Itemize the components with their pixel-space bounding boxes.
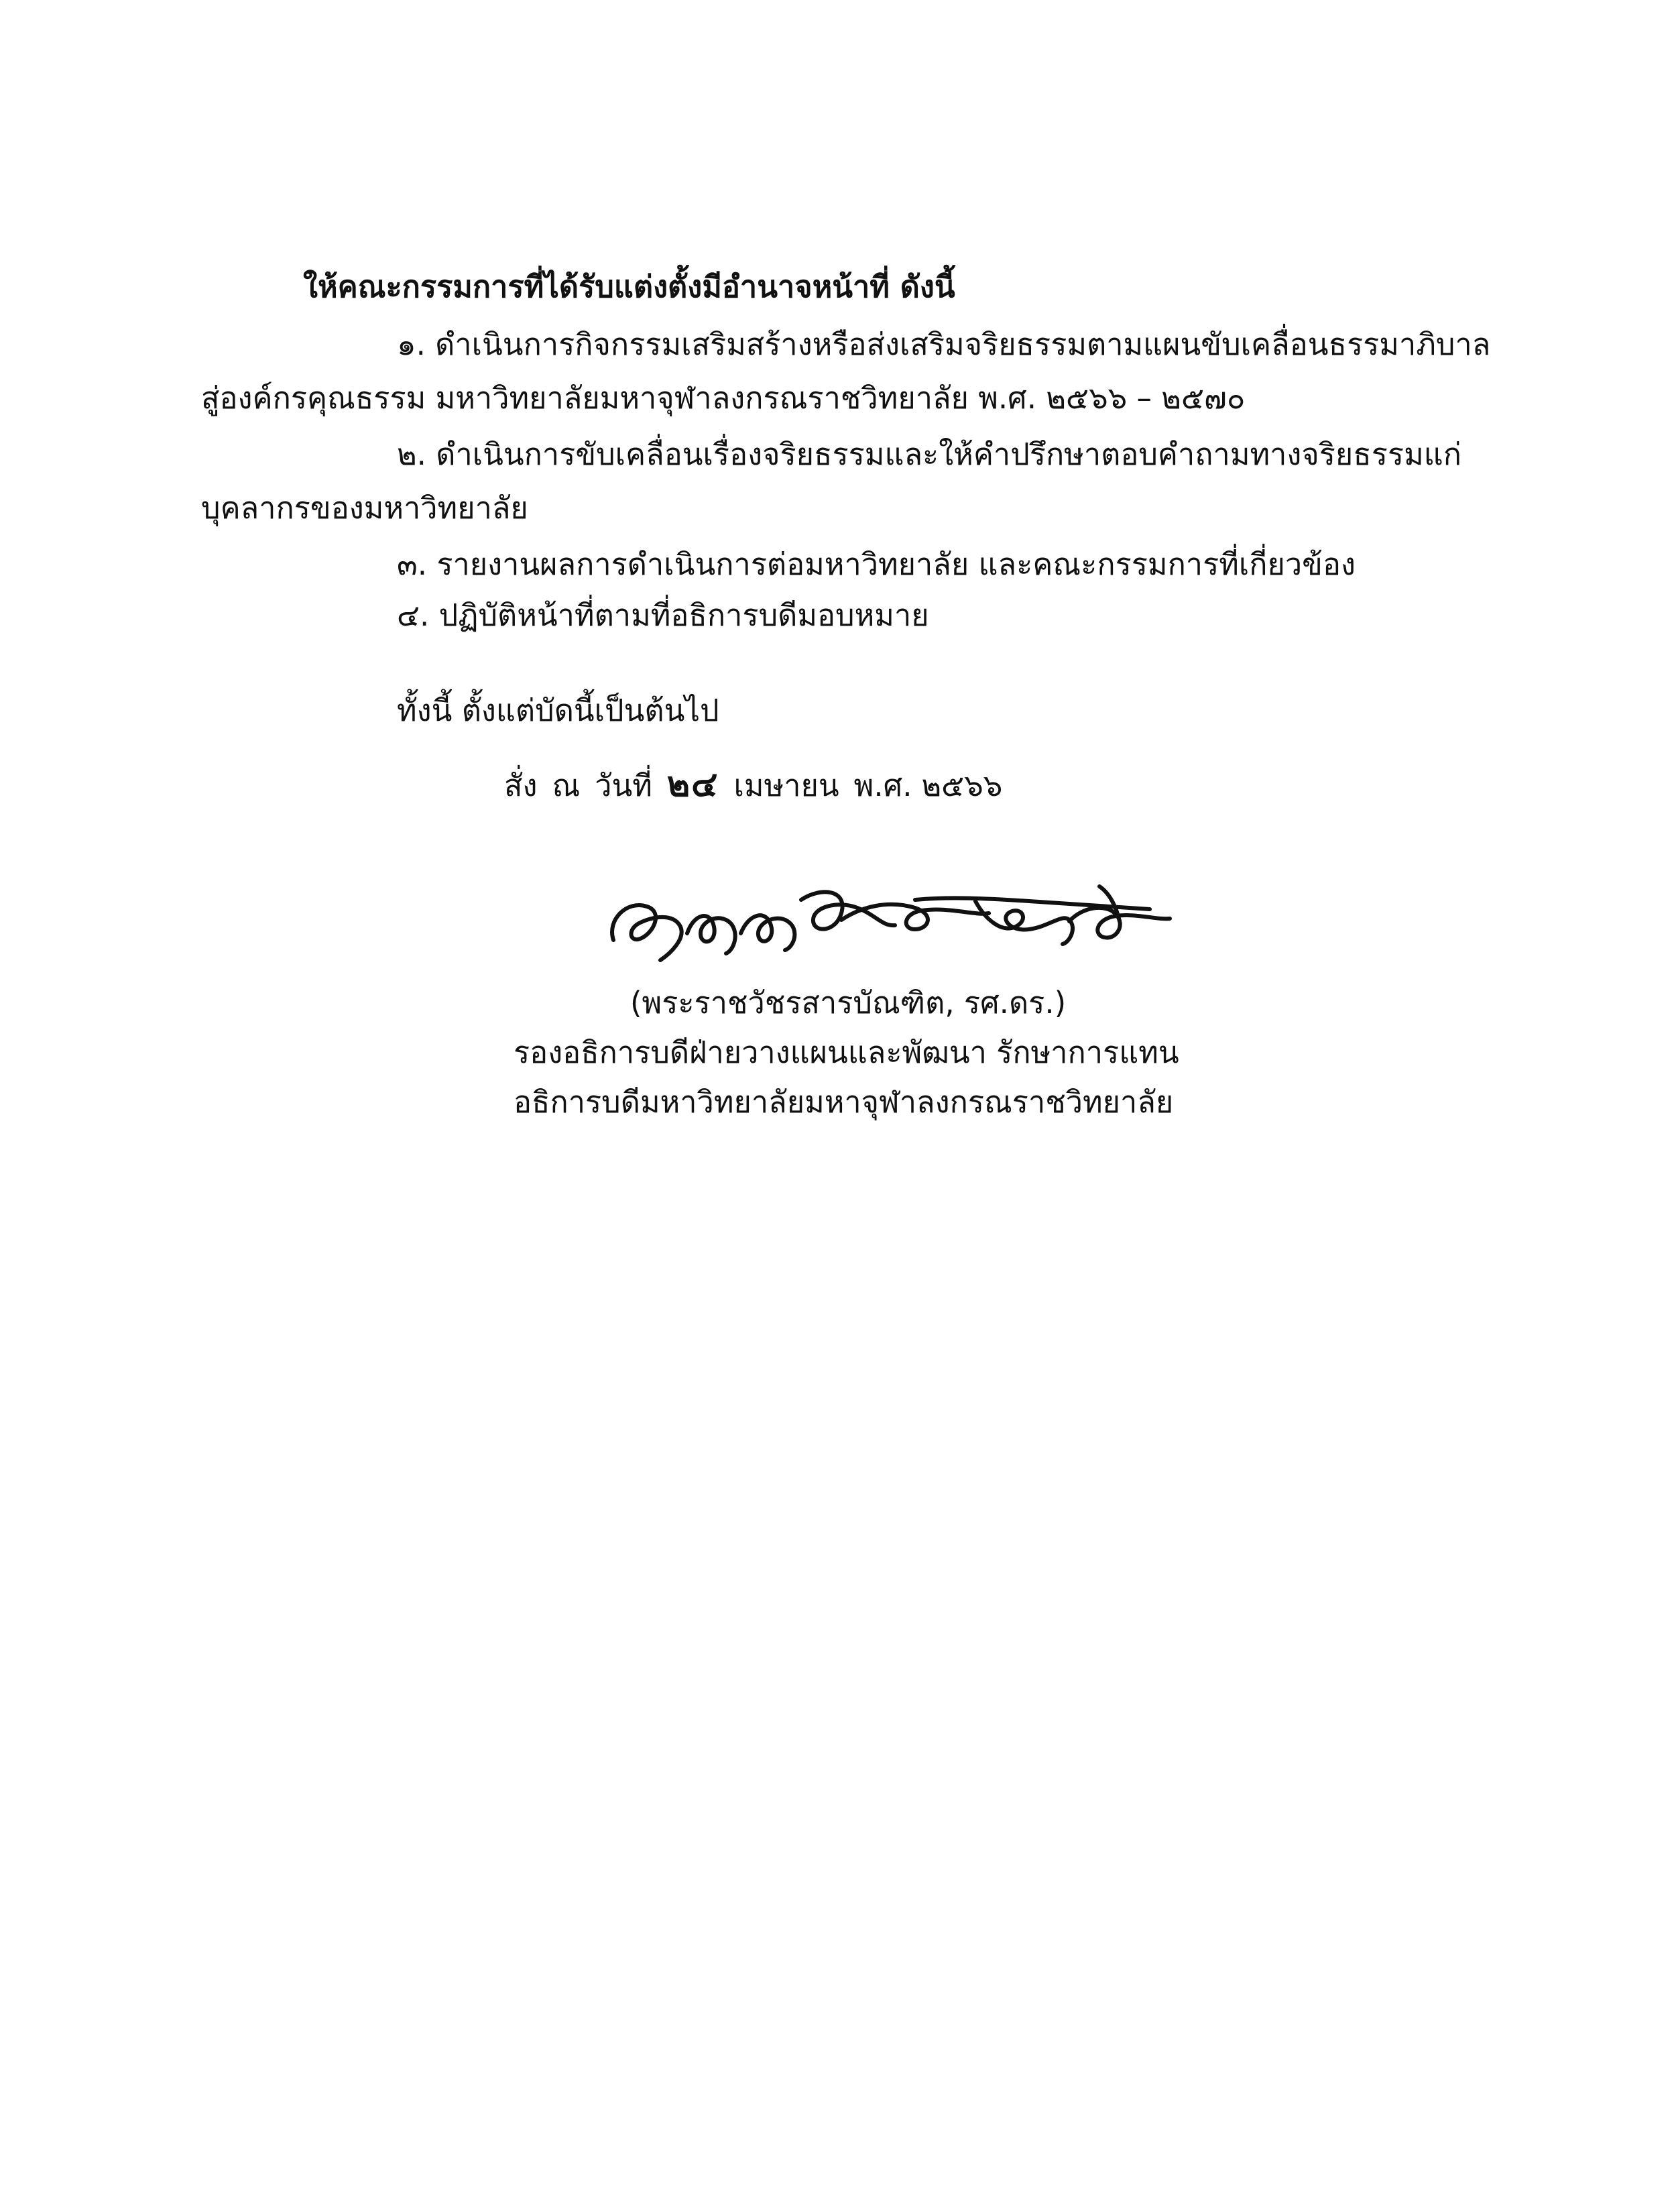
order-year-label: พ.ศ.	[853, 768, 912, 803]
signatory-name: (พระราชวัชรสารบัณฑิต, รศ.ดร.)	[630, 985, 1067, 1021]
duty-item-1-continuation: สู่องค์กรคุณธรรม มหาวิทยาลัยมหาจุฬาลงกรณราชวิทยาลัย พ.ศ. ๒๕๖๖ – ๒๕๗๐	[201, 380, 1246, 416]
order-at: ณ	[552, 768, 581, 803]
duty-item-1: ๑. ดำเนินการกิจกรรมเสริมสร้างหรือส่งเสริมจริยธรรมตามแผนขับเคลื่อนธรรมาภิบาล	[397, 327, 1491, 362]
order-day-label: วันที่	[595, 768, 652, 803]
duty-item-4: ๔. ปฏิบัติหน้าที่ตามที่อธิการบดีมอบหมาย	[397, 597, 929, 633]
duty-item-2: ๒. ดำเนินการขับเคลื่อนเรื่องจริยธรรมและให้คำปรึกษาตอบคำถามทางจริยธรรมแก่	[397, 436, 1462, 472]
order-date-line	[504, 764, 1002, 806]
order-day: ๒๔	[666, 764, 719, 805]
duty-item-2-continuation: บุคลากรของมหาวิทยาลัย	[201, 490, 528, 526]
order-year: ๒๕๖๖	[921, 768, 1003, 803]
signatory-title-line-2: อธิการบดีมหาวิทยาลัยมหาจุฬาลงกรณราชวิทยาลัย	[514, 1084, 1174, 1120]
handwritten-signature	[600, 860, 1203, 974]
order-prefix: สั่ง	[504, 768, 538, 803]
duties-heading: ให้คณะกรรมการที่ได้รับแต่งตั้งมีอำนาจหน้าที่ ดังนี้	[303, 269, 955, 304]
signatory-title-line-1: รองอธิการบดีฝ่ายวางแผนและพัฒนา รักษาการแทน	[514, 1035, 1179, 1070]
duty-item-3: ๓. รายงานผลการดำเนินการต่อมหาวิทยาลัย และคณะกรรมการที่เกี่ยวข้อง	[397, 546, 1356, 582]
effective-statement: ทั้งนี้ ตั้งแต่บัดนี้เป็นต้นไป	[397, 693, 719, 728]
order-month: เมษายน	[733, 768, 839, 803]
